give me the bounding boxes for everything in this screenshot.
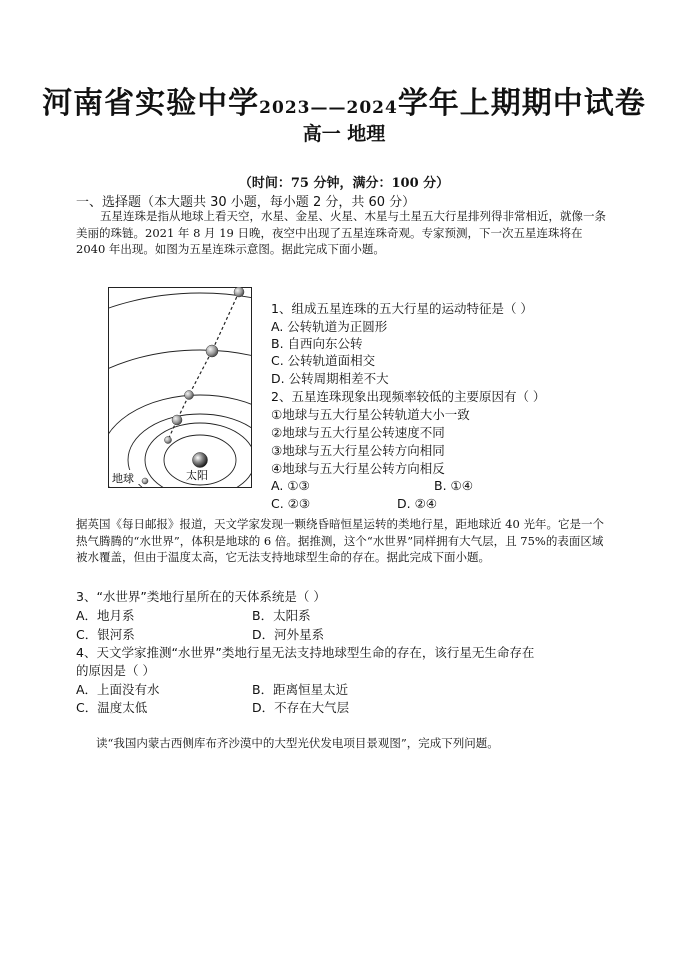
title-term: 学年上期期中试卷	[397, 86, 646, 121]
q3-option-b[interactable]: B．太阳系	[252, 608, 311, 623]
q4-option-d[interactable]: D．不存在大气层	[252, 700, 350, 715]
q2-item-1: ①地球与五大行星公转轨道大小一致	[271, 407, 470, 422]
q1-option-b[interactable]: B. 自西向东公转	[271, 336, 363, 351]
q4-option-c[interactable]: C．温度太低	[76, 700, 148, 715]
q2-item-4: ④地球与五大行星公转方向相反	[271, 461, 445, 476]
title-school: 河南省实验中学	[42, 86, 260, 121]
q1-stem: 1、组成五星连珠的五大行星的运动特征是（ ）	[271, 301, 533, 316]
q2-option-d[interactable]: D. ②④	[397, 496, 437, 511]
planet-earth	[142, 478, 148, 484]
diagram-frame	[109, 288, 252, 488]
exam-subtitle: 高一 地理	[302, 123, 386, 145]
q3-option-a[interactable]: A．地月系	[76, 608, 135, 623]
exam-title	[0, 78, 688, 122]
planet-jupiter	[206, 345, 218, 357]
q2-item-2: ②地球与五大行星公转速度不同	[271, 425, 445, 440]
sun-label: 太阳	[186, 469, 208, 482]
section-heading: 一、选择题（本大题共 30 小题，每小题 2 分，共 60 分）	[76, 195, 416, 210]
q1-option-c[interactable]: C. 公转轨道面相交	[271, 353, 376, 368]
time-info: （时间：75 分钟，满分：100 分）	[238, 176, 450, 191]
q2-option-c[interactable]: C. ②③	[271, 496, 311, 511]
q4-stem-line1: 4、天文学家推测“水世界”类地行星无法支持地球型生命的存在，该行星无生命存在	[76, 645, 535, 660]
q4-option-a[interactable]: A．上面没有水	[76, 682, 160, 697]
planet-venus	[172, 415, 182, 425]
earth-label: 地球	[112, 472, 134, 485]
q1-option-d[interactable]: D. 公转周期相差不大	[271, 371, 389, 386]
q3-option-c[interactable]: C．银河系	[76, 627, 135, 642]
q3-option-d[interactable]: D．河外星系	[252, 627, 325, 642]
passage-five-planets: 五星连珠是指从地球上看天空，水星、金星、火星、木星与土星五大行星排列得非常相近，就像一条美丽的珠链。2021 年 8 月 19 日晚，夜空中出现了五星连珠奇观。专家预测，下一次五星连珠将在 2040 年出现。如图为五星连珠示意图。据此完成下面小题。	[76, 209, 606, 256]
planet-saturn	[234, 287, 244, 297]
passage-water-world: 据英国《每日邮报》报道，天文学家发现一颗绕昏暗恒星运转的类地行星，距地球近 40 光年。它是一个热气腾腾的“水世界”，体积是地球的 6 倍。据推测，这个“水世界”同样拥有大气层，且 75%的表面区域被水覆盖，但由于温度太高，它无法支持地球型生命的存在。据此完成下面小题。	[76, 517, 604, 564]
planet-mercury	[165, 437, 172, 444]
q2-item-3: ③地球与五大行星公转方向相同	[271, 443, 445, 458]
q2-option-a[interactable]: A. ①③	[271, 478, 310, 493]
q3-stem: 3、“水世界”类地行星所在的天体系统是（ ）	[76, 589, 326, 604]
q2-stem: 2、五星连珠现象出现频率较低的主要原因有（ ）	[271, 389, 546, 404]
planet-mars	[185, 391, 194, 400]
q4-stem-line2: 的原因是（ ）	[76, 663, 155, 678]
q4-option-b[interactable]: B．距离恒星太近	[252, 682, 349, 697]
q1-option-a[interactable]: A. 公转轨道为正圆形	[271, 319, 388, 334]
sun	[193, 453, 208, 468]
q2-option-b[interactable]: B. ①④	[434, 478, 473, 493]
passage-pv-project: 读“我国内蒙古西侧库布齐沙漠中的大型光伏发电项目景观图”，完成下列问题。	[96, 736, 499, 750]
title-years: 2023——2024	[259, 98, 398, 118]
five-planets-diagram	[108, 287, 252, 488]
